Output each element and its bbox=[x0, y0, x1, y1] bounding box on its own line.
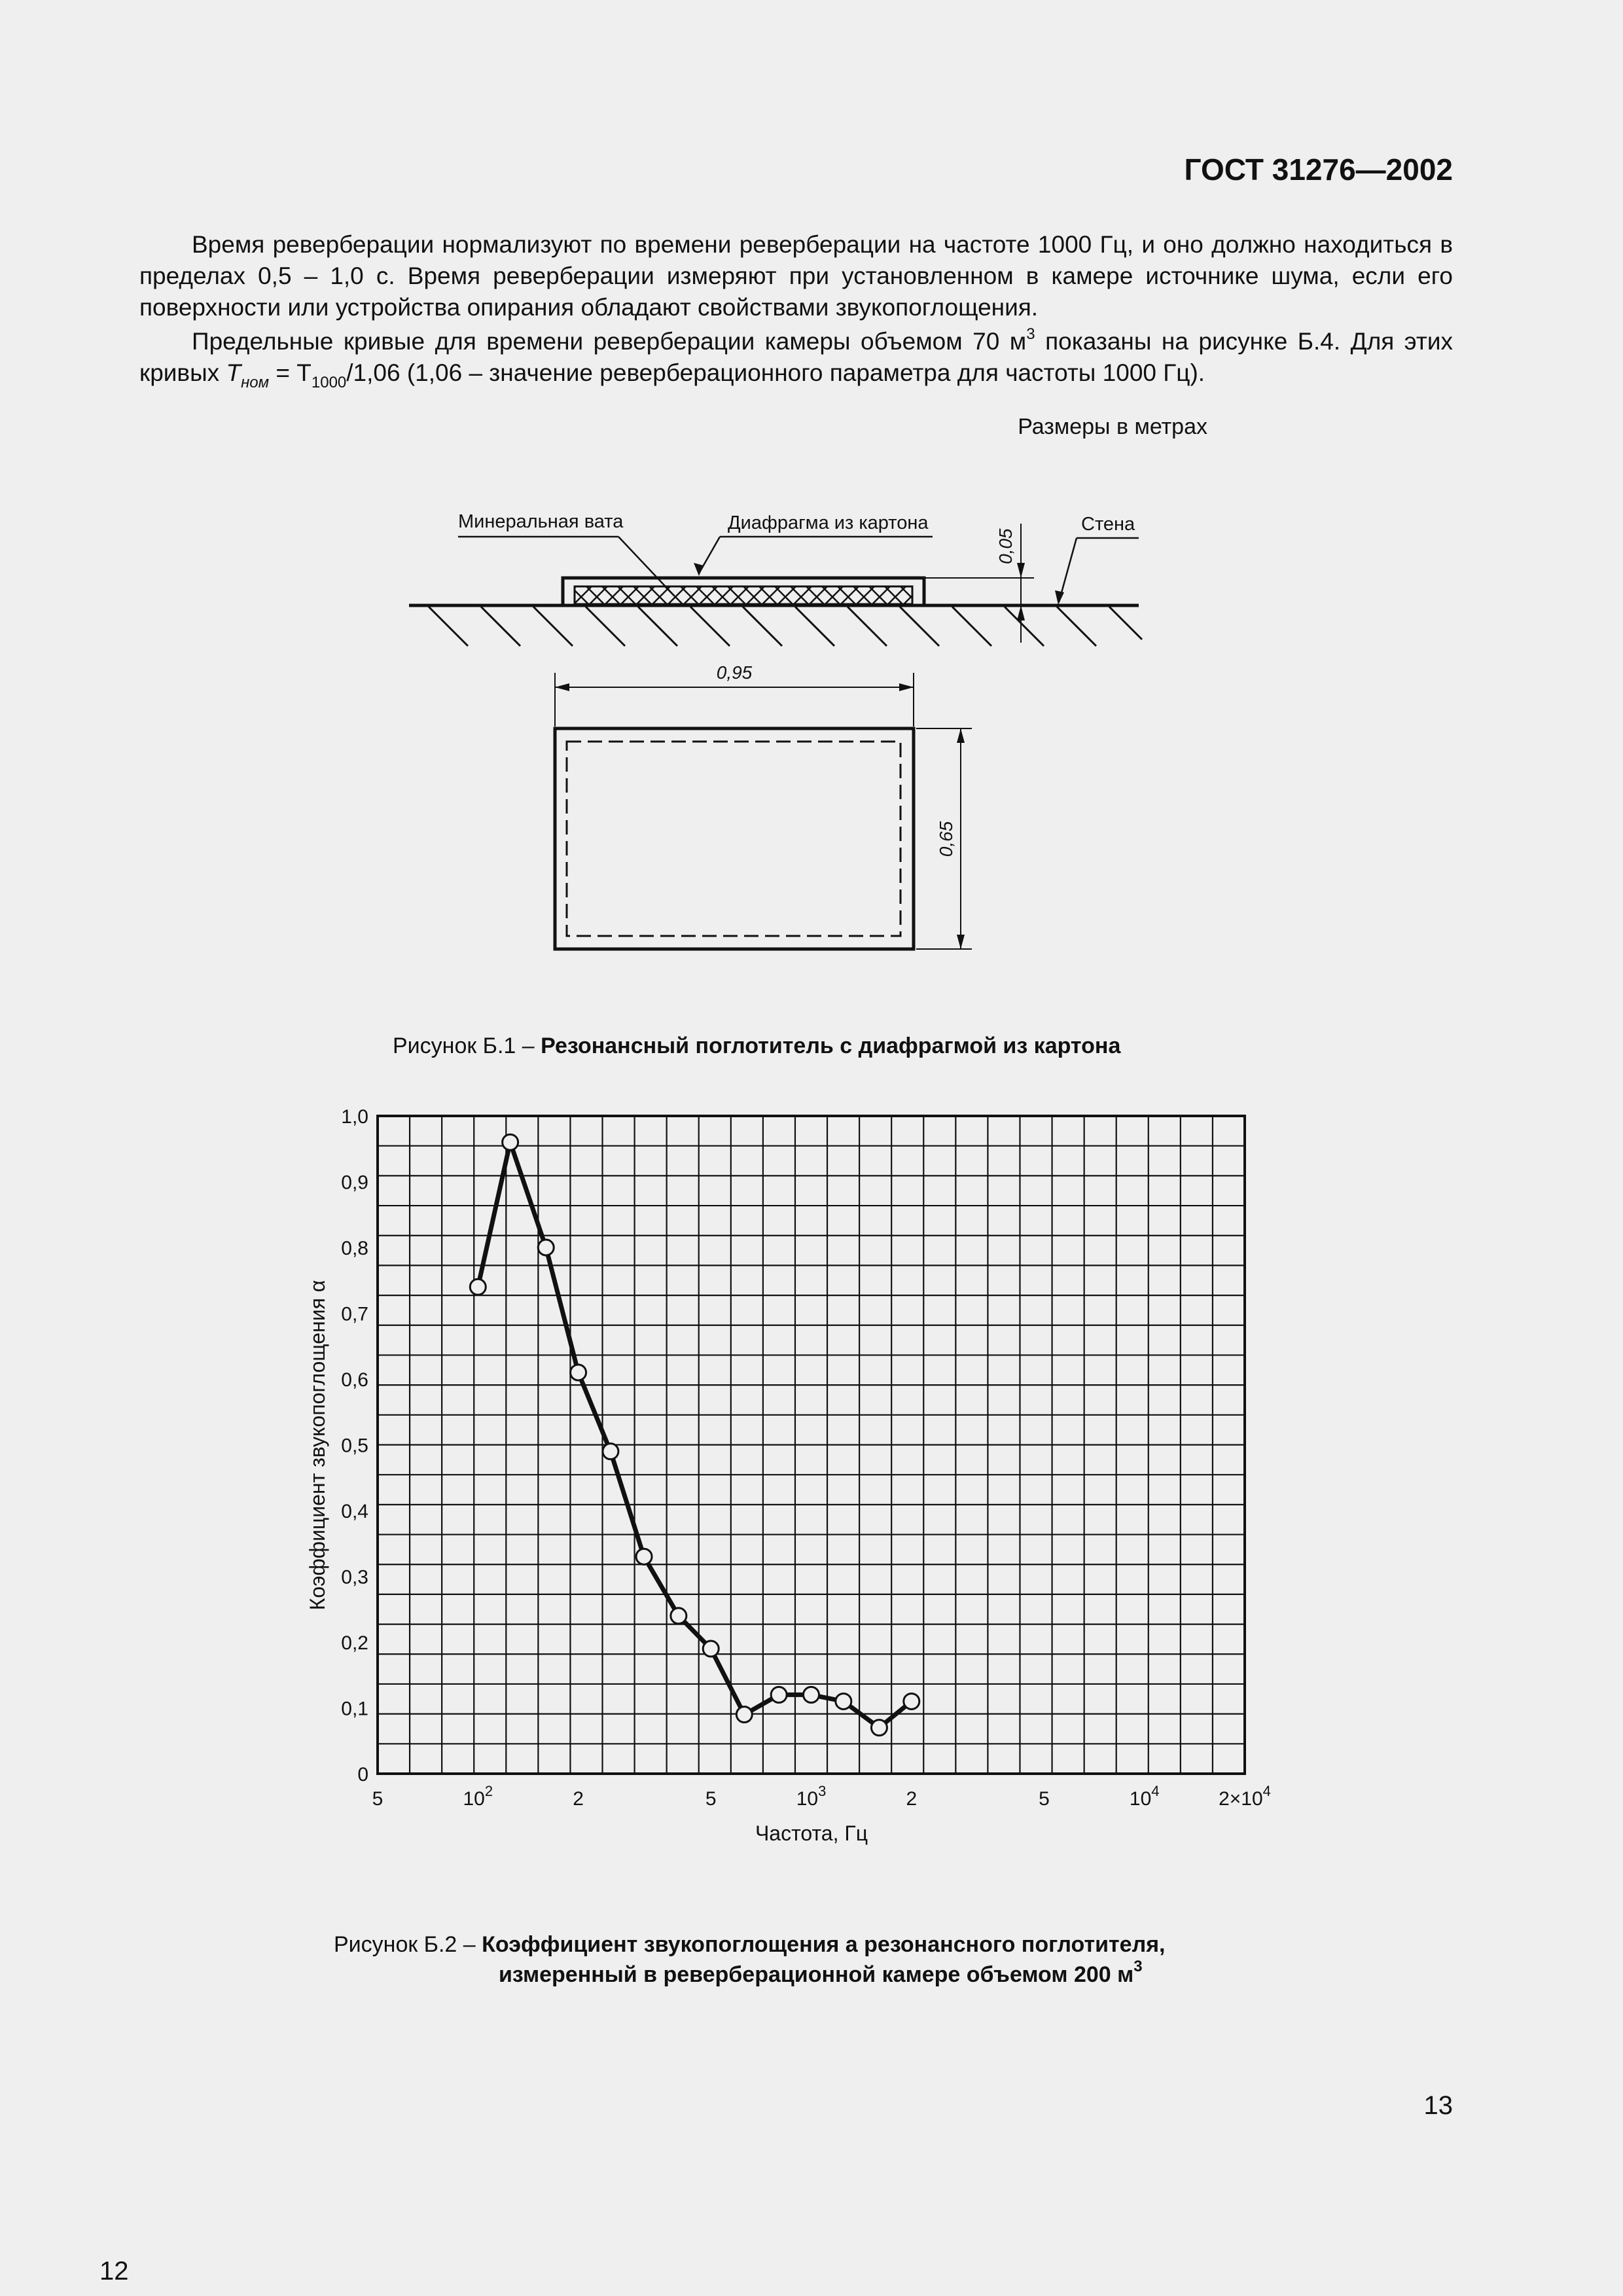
x-tick-label: $10^2$ bbox=[463, 1783, 493, 1810]
x-tick-label: 5 bbox=[705, 1788, 717, 1810]
page-number: 13 bbox=[1423, 2091, 1453, 2120]
x-tick-label: 2 bbox=[573, 1788, 584, 1810]
x-tick-labels bbox=[372, 1783, 1271, 1810]
y-tick-label: 0,6 bbox=[341, 1369, 368, 1391]
data-point bbox=[503, 1134, 518, 1150]
figure-2-caption-line-2: измеренный в реверберационной камере объемом 200 м bbox=[499, 1962, 1134, 1987]
figure-2-caption-line-1: Коэффициент звукопоглощения а резонансного поглотителя, bbox=[482, 1932, 1166, 1957]
data-point bbox=[771, 1687, 787, 1702]
dimensions-note: Размеры в метрах bbox=[1018, 414, 1207, 439]
figure-2-caption-prefix: Рисунок Б.2 – bbox=[334, 1932, 482, 1957]
y-tick-label: 0,8 bbox=[341, 1238, 368, 1259]
label-mineral-wool: Минеральная вата bbox=[458, 511, 624, 532]
series-line bbox=[478, 1142, 912, 1728]
dim-height: 0,65 bbox=[936, 821, 956, 857]
y-tick-label: 0,4 bbox=[341, 1501, 368, 1522]
figure-2-caption-sup: 3 bbox=[1133, 1958, 1143, 1975]
data-point bbox=[470, 1279, 486, 1295]
dim-width: 0,95 bbox=[716, 662, 753, 683]
x-tick-label: $10^4$ bbox=[1129, 1783, 1160, 1810]
paragraph-2-sup: 3 bbox=[1026, 325, 1035, 343]
dim-thickness: 0,05 bbox=[995, 528, 1016, 564]
paragraph-2-text-c: = T bbox=[269, 359, 312, 386]
y-tick-label: 1,0 bbox=[341, 1106, 368, 1128]
data-point bbox=[836, 1693, 851, 1709]
y-tick-label: 0,3 bbox=[341, 1566, 368, 1588]
label-diaphragm: Диафрагма из картона bbox=[728, 512, 929, 533]
data-point bbox=[571, 1365, 586, 1380]
y-tick-label: 0,2 bbox=[341, 1632, 368, 1654]
x-axis-label: Частота, Гц bbox=[755, 1821, 868, 1845]
data-point bbox=[671, 1608, 687, 1624]
figure-1-caption-prefix: Рисунок Б.1 – bbox=[393, 1033, 541, 1058]
document-code: ГОСТ 31276—2002 bbox=[1184, 152, 1453, 187]
y-tick-label: 0,1 bbox=[341, 1698, 368, 1720]
x-tick-label: $2\times 10^4$ bbox=[1219, 1783, 1271, 1810]
paragraph-2-sub-1000: 1000 bbox=[311, 374, 347, 391]
y-axis-label: Коэффициент звукопоглощения α bbox=[306, 1280, 329, 1611]
x-tick-label: $10^3$ bbox=[796, 1783, 827, 1810]
y-tick-label: 0,9 bbox=[341, 1172, 368, 1194]
y-tick-label: 0 bbox=[357, 1764, 368, 1785]
x-tick-label: 2 bbox=[906, 1788, 918, 1810]
data-point bbox=[636, 1549, 652, 1564]
data-point bbox=[538, 1240, 554, 1255]
data-point bbox=[603, 1444, 618, 1460]
x-tick-label: 5 bbox=[1039, 1788, 1050, 1810]
paragraph-2-symbol-t: T bbox=[226, 359, 241, 386]
label-wall: Стена bbox=[1081, 514, 1135, 535]
paragraph-1-text: Время реверберации нормализуют по времени реверберации на частоте 1000 Гц, и оно должно находиться в пределах 0,5 – 1,0 с. Время реверберации измеряют при установленном в камере источнике шума, если его поверхности или устройства опирания обладают свойствами звукопоглощения. bbox=[139, 231, 1453, 321]
chart-grid bbox=[378, 1116, 1245, 1774]
paragraph-2-text-d: /1,06 (1,06 – значение реверберационного параметра для частоты 1000 Гц). bbox=[346, 359, 1205, 386]
x-tick-label: 5 bbox=[372, 1788, 383, 1810]
data-point bbox=[904, 1693, 919, 1709]
y-tick-label: 0,7 bbox=[341, 1303, 368, 1325]
y-tick-labels bbox=[341, 1106, 368, 1785]
paragraph-2-text-b: показаны на рисунке Б.4. Для этих кривых bbox=[139, 328, 1453, 386]
figure-2-caption bbox=[334, 1929, 1315, 1990]
data-point bbox=[703, 1641, 719, 1657]
y-tick-label: 0,5 bbox=[341, 1435, 368, 1457]
figure-1-caption-title: Резонансный поглотитель с диафрагмой из картона bbox=[541, 1033, 1121, 1058]
paragraph-2-sub-nom: ном bbox=[241, 374, 270, 391]
page-number-left: 12 bbox=[99, 2257, 129, 2286]
data-point bbox=[736, 1707, 752, 1723]
paragraph-2-text-a: Предельные кривые для времени реверберации камеры объемом 70 м bbox=[192, 328, 1027, 355]
data-point bbox=[804, 1687, 819, 1702]
data-point bbox=[871, 1720, 887, 1736]
